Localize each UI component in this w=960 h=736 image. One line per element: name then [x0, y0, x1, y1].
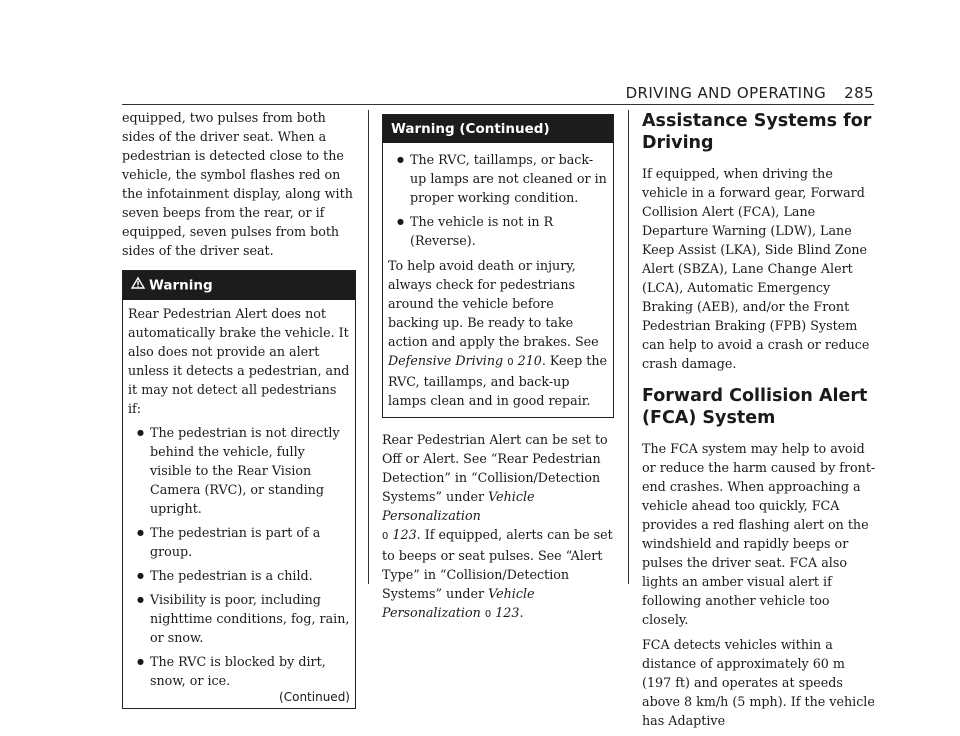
warning-triangle-icon	[131, 276, 145, 295]
warning-bullet: ● The pedestrian is not directly behind the vehicle, fully visible to the Rear Vision Camera (RVC), or standing upright.	[128, 423, 350, 518]
warning-bullet: ● The RVC, taillamps, or back-up lamps are not cleaned or in proper working condition.	[388, 150, 608, 207]
cross-reference[interactable]: Vehicle Personalization	[382, 489, 535, 523]
assistance-paragraph: If equipped, when driving the vehicle in a forward gear, Forward Collision Alert (FCA), Lane Departure Warning (LDW), Lane Keep Assist (LKA), Side Blind Zone Alert (SBZA), Lane Change Alert (LCA), Automatic Emergency Braking (AEB), and/or the Front Pedestrian Braking (FPB) System can help to avoid a crash or reduce crash damage.	[642, 166, 870, 371]
page-reference[interactable]: 123	[392, 527, 417, 542]
warning-header	[123, 271, 355, 300]
warning-text: Rear Pedestrian Alert does not automatically brake the vehicle. It also does not provide an alert unless it detects a pedestrian, and it may not detect all pedestrians if:	[128, 305, 350, 416]
intro-paragraph: equipped, two pulses from both sides of the driver seat. When a pedestrian is detected close to the vehicle, the symbol flashes red on the infotainment display, along with seven beeps from the rear, or if equipped, seven pulses from both sides of the driver seat.	[122, 110, 353, 258]
warning-bullet: ● The pedestrian is part of a group.	[128, 523, 350, 561]
settings-paragraph: Rear Pedestrian Alert can be set to Off or Alert. See “Rear Pedestrian Detection” in “Collision/Detection Systems” under Vehicle Personalization 0 123. If equipped, alerts can be set to beeps or seat pulses. See “Alert Type” in “Collision/Detection Systems” under Vehicle Personalization 0 123.	[382, 432, 613, 620]
page-reference[interactable]: 123	[495, 605, 520, 620]
column-1	[122, 108, 356, 709]
warning-text: To help avoid death or injury, always check for pedestrians around the vehicle before backing up. Be ready to take action and apply the brakes. See Defensive Driving 0 210. Keep the RVC, taillamps, and back-up lamps clean and in good repair.	[388, 258, 607, 408]
warning-box-continued	[382, 114, 614, 418]
page-number: 285	[844, 84, 874, 102]
continued-label: (Continued)	[279, 689, 350, 704]
warning-box	[122, 270, 356, 709]
warning-bullet: ● The RVC is blocked by dirt, snow, or ice.	[128, 652, 350, 690]
column-divider	[628, 110, 629, 584]
cross-reference[interactable]: Vehicle Personalization	[382, 586, 535, 620]
cross-reference[interactable]: Defensive Driving	[388, 353, 504, 368]
column-divider	[368, 110, 369, 584]
page-ref-arrow-icon: 0	[507, 357, 514, 368]
section-heading: Assistance Systems for Driving	[642, 111, 872, 153]
header-rule	[122, 104, 874, 105]
column-2	[382, 114, 614, 630]
section-heading: Forward Collision Alert (FCA) System	[642, 386, 868, 428]
warning-header: Warning (Continued)	[383, 115, 613, 143]
column-3	[642, 110, 876, 736]
warning-bullet: ● The pedestrian is a child.	[128, 566, 350, 585]
warning-bullet: ● The vehicle is not in R (Reverse).	[388, 212, 608, 250]
warning-title: Warning	[149, 277, 213, 294]
page-ref-arrow-icon: 0	[382, 531, 389, 542]
fca-detection-paragraph: FCA detects vehicles within a distance of approximately 60 m (197 ft) and operates at speeds above 8 km/h (5 mph). If the vehicle has Adaptive	[642, 637, 875, 728]
section-title: DRIVING AND OPERATING	[625, 84, 827, 102]
running-header	[626, 84, 874, 102]
page-reference[interactable]: 210	[517, 353, 542, 368]
page-ref-arrow-icon: 0	[484, 609, 492, 620]
warning-bullet: ● Visibility is poor, including nighttime conditions, fog, rain, or snow.	[128, 590, 350, 647]
fca-paragraph: The FCA system may help to avoid or reduce the harm caused by front-end crashes. When approaching a vehicle ahead too quickly, FCA provides a red flashing alert on the windshield and rapidly beeps or pulses the driver seat. FCA also lights an amber visual alert if following another vehicle too closely.	[642, 441, 876, 627]
